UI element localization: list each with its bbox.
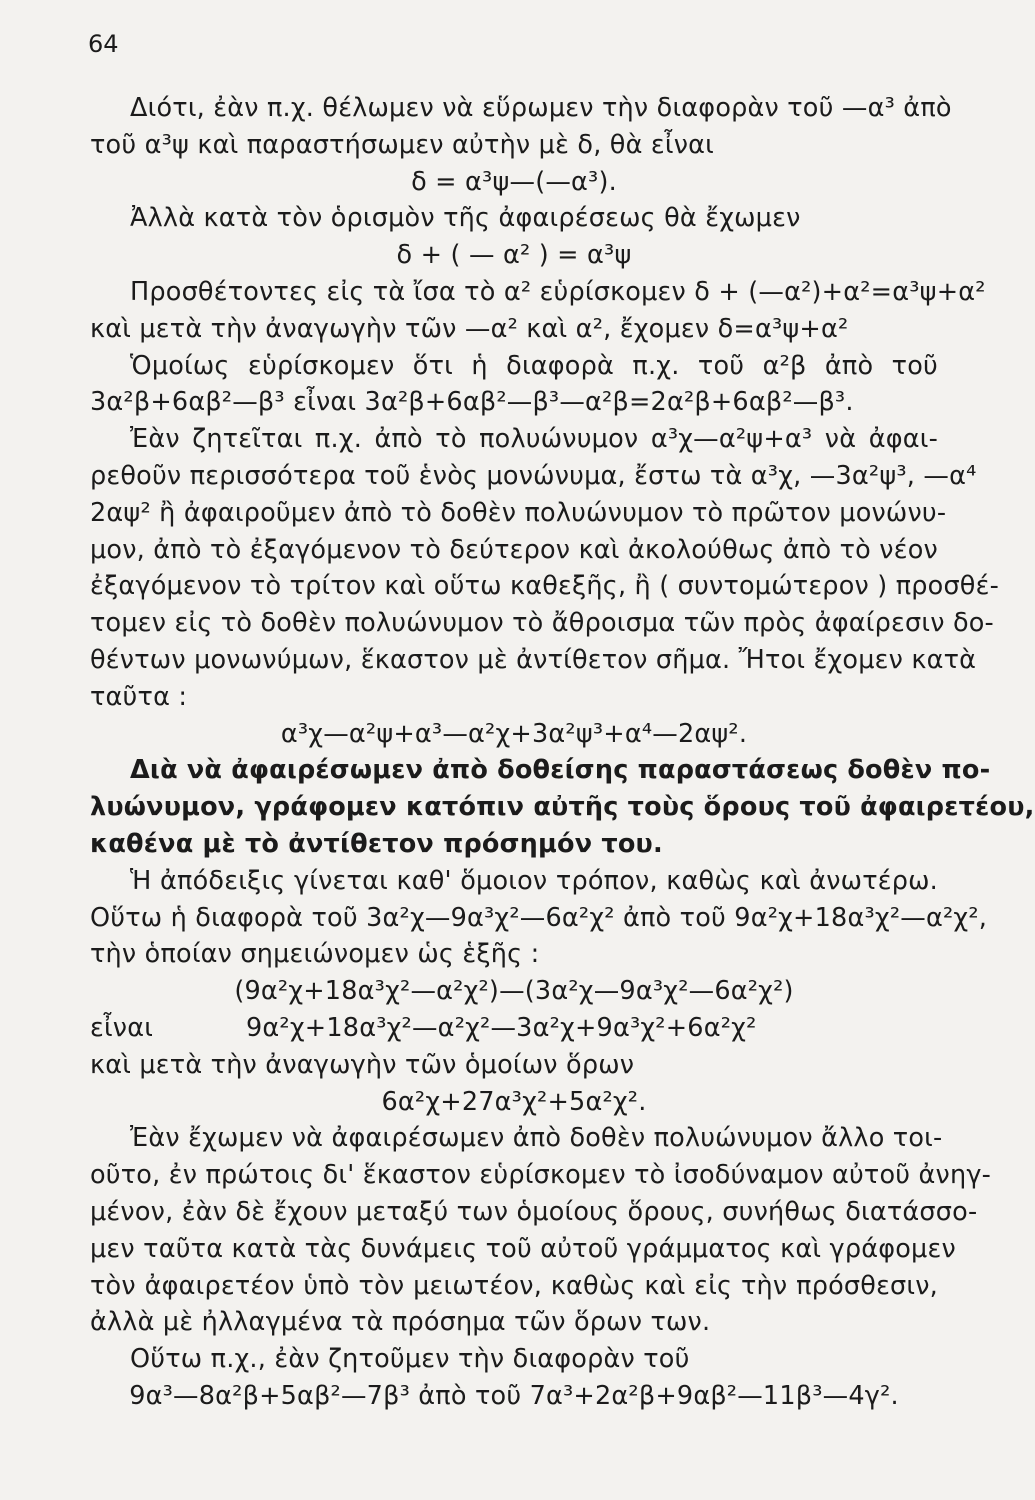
text-line: μεν ταῦτα κατὰ τὰς δυνάμεις τοῦ αὐτοῦ γράμματος καὶ γράφομεν bbox=[90, 1233, 956, 1264]
paragraph bbox=[90, 1341, 938, 1378]
paragraph bbox=[90, 274, 986, 348]
labeled-formula bbox=[90, 1010, 938, 1047]
rule-line: Διὰ νὰ ἀφαιρέσωμεν ἀπὸ δοθείσης παραστάσεως δοθὲν πο- bbox=[130, 755, 991, 786]
text-line: 3α²β+6αβ²—β³ εἶναι 3α²β+6αβ²—β³—α²β=2α²β+6αβ²—β³. bbox=[90, 387, 854, 418]
page-number: 64 bbox=[88, 30, 119, 58]
text-line: ἀλλὰ μὲ ἠλλαγμένα τὰ πρόσημα τῶν ὅρων των. bbox=[90, 1307, 711, 1338]
text-line: Οὕτω ἡ διαφορὰ τοῦ 3α²χ—9α³χ²—6α²χ² ἀπὸ τοῦ 9α²χ+18α³χ²—α²χ², bbox=[90, 902, 988, 933]
text-line: Διότι, ἐὰν π.χ. θέλωμεν νὰ εὕρωμεν τὴν διαφορὰν τοῦ —α³ ἀπὸ bbox=[130, 93, 952, 123]
text-line: τὴν ὁποίαν σημειώνομεν ὡς ἑξῆς : bbox=[90, 939, 540, 970]
formula: δ + ( — α² ) = α³ψ bbox=[396, 240, 632, 271]
formula: α³χ—α²ψ+α³—α²χ+3α²ψ³+α⁴—2αψ². bbox=[280, 718, 748, 749]
formula: 6α²χ+27α³χ²+5α²χ². bbox=[381, 1086, 647, 1117]
text-line: τομεν εἰς τὸ δοθὲν πολυώνυμον τὸ ἄθροισμα τῶν πρὸς ἀφαίρεσιν δο- bbox=[90, 608, 994, 639]
formula: (9α²χ+18α³χ²—α²χ²)—(3α²χ—9α³χ²—6α²χ²) bbox=[234, 976, 794, 1007]
text-line: μον, ἀπὸ τὸ ἐξαγόμενον τὸ δεύτερον καὶ ἀκολούθως ἀπὸ τὸ νέον bbox=[90, 534, 938, 565]
text-line: Ἐὰν ζητεῖται π.χ. ἀπὸ τὸ πολυώνυμον α³χ—α²ψ+α³ νὰ ἀφαι- bbox=[130, 424, 938, 455]
rule-statement bbox=[90, 752, 1035, 862]
rule-line: καθένα μὲ τὸ ἀντίθετον πρόσημόν του. bbox=[90, 828, 663, 859]
text-line: τοῦ α³ψ καὶ παραστήσωμεν αὐτὴν μὲ δ, θὰ εἶναι bbox=[90, 129, 715, 160]
text-line: 2αψ² ἢ ἀφαιροῦμεν ἀπὸ τὸ δοθὲν πολυώνυμον τὸ πρῶτον μονώνυ- bbox=[90, 497, 947, 528]
formula: δ = α³ψ—(—α³). bbox=[411, 166, 617, 197]
paragraph bbox=[90, 200, 938, 237]
text-line: θέντων μονωνύμων, ἕκαστον μὲ ἀντίθετον σῆμα. Ἤτοι ἔχομεν κατὰ bbox=[90, 644, 977, 675]
text-line: οῦτο, ἐν πρώτοις δι' ἕκαστον εὑρίσκομεν τὸ ἰσοδύναμον αὐτοῦ ἀνηγ- bbox=[90, 1160, 992, 1191]
text-line: Προσθέτοντες εἰς τὰ ἴσα τὸ α² εὑρίσκομεν δ + (—α²)+α²=α³ψ+α² bbox=[130, 276, 986, 307]
text-line: τὸν ἀφαιρετέον ὑπὸ τὸν μειωτέον, καθὼς καὶ εἰς τὴν πρόσθεσιν, bbox=[90, 1270, 938, 1301]
paragraph bbox=[90, 90, 952, 164]
paragraph bbox=[90, 421, 999, 715]
text-line: μένον, ἐὰν δὲ ἔχουν μεταξύ των ὁμοίους ὅρους, συνήθως διατάσσο- bbox=[90, 1196, 978, 1227]
paragraph bbox=[90, 1120, 992, 1341]
text-line: Ἐὰν ἔχωμεν νὰ ἀφαιρέσωμεν ἀπὸ δοθὲν πολυώνυμον ἄλλο τοι- bbox=[130, 1123, 943, 1154]
paragraph bbox=[90, 348, 938, 422]
formula: 9α²χ+18α³χ²—α²χ²—3α²χ+9α³χ²+6α²χ² bbox=[246, 1012, 757, 1043]
formula: 9α³—8α²β+5αβ²—7β³ ἀπὸ τοῦ 7α³+2α²β+9αβ²—11β³—4γ². bbox=[129, 1380, 899, 1411]
text-line: καὶ μετὰ τὴν ἀναγωγὴν τῶν ὁμοίων ὅρων bbox=[90, 1049, 635, 1080]
text-line: ταῦτα : bbox=[90, 681, 188, 712]
text-line: Ἀλλὰ κατὰ τὸν ὁρισμὸν τῆς ἀφαιρέσεως θὰ ἔχωμεν bbox=[130, 203, 801, 234]
text-line: καὶ μετὰ τὴν ἀναγωγὴν τῶν —α² καὶ α², ἔχομεν δ=α³ψ+α² bbox=[90, 313, 849, 344]
paragraph bbox=[90, 1047, 938, 1084]
text-line: Οὕτω π.χ., ἐὰν ζητοῦμεν τὴν διαφορὰν τοῦ bbox=[130, 1344, 690, 1375]
text-line: ἐξαγόμενον τὸ τρίτον καὶ οὕτω καθεξῆς, ἢ ( συντομώτερον ) προσθέ- bbox=[90, 571, 999, 602]
text-line: Ὁμοίως εὑρίσκομεν ὅτι ἡ διαφορὰ π.χ. τοῦ α²β ἀπὸ τοῦ bbox=[130, 350, 938, 381]
formula-label: εἶναι bbox=[90, 1012, 154, 1043]
text-line: ρεθοῦν περισσότερα τοῦ ἑνὸς μονώνυμα, ἔστω τὰ α³χ, —3α²ψ³, —α⁴ bbox=[90, 460, 977, 491]
page-text bbox=[90, 90, 1035, 1415]
paragraph bbox=[90, 863, 988, 973]
text-line: Ἡ ἀπόδειξις γίνεται καθ' ὅμοιον τρόπον, καθὼς καὶ ἀνωτέρω. bbox=[130, 865, 938, 896]
rule-line: λυώνυμον, γράφομεν κατόπιν αὐτῆς τοὺς ὅρους τοῦ ἀφαιρετέου, bbox=[90, 792, 1035, 823]
